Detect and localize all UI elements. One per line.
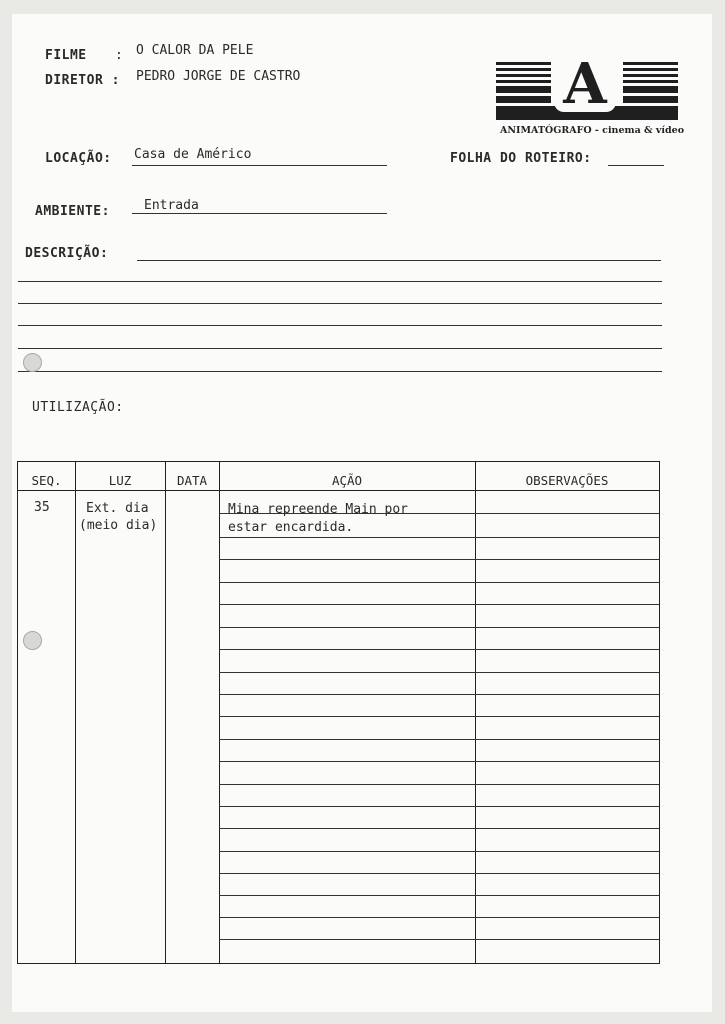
- table-row-rule: [219, 694, 659, 695]
- col-header-data: DATA: [176, 473, 208, 488]
- logo-letter: A: [563, 51, 607, 117]
- table-row-rule: [219, 895, 659, 896]
- film-separator: :: [115, 48, 124, 63]
- location-line: [132, 165, 387, 166]
- script-sheet-label: FOLHA DO ROTEIRO:: [450, 151, 592, 166]
- logo-caption: ANIMATÓGRAFO - cinema & vídeo: [500, 125, 685, 136]
- row-1-luz-line2: (meio dia): [79, 518, 158, 533]
- col-divider-2: [165, 462, 166, 963]
- row-1-luz-line1: Ext. dia: [86, 501, 149, 516]
- director-name: PEDRO JORGE DE CASTRO: [136, 69, 301, 84]
- description-label: DESCRIÇÃO:: [25, 246, 109, 261]
- table-row-rule: [219, 739, 659, 740]
- punch-hole-upper: [23, 353, 42, 372]
- table-row-rule: [219, 627, 659, 628]
- col-header-observacoes: OBSERVAÇÕES: [525, 473, 609, 488]
- director-label: DIRETOR :: [45, 73, 120, 88]
- table-row-rule: [219, 851, 659, 852]
- ambient-label: AMBIENTE:: [35, 204, 110, 219]
- usage-label: UTILIZAÇÃO:: [32, 400, 124, 415]
- col-divider-1: [75, 462, 76, 963]
- script-sheet-line: [608, 165, 664, 166]
- animatografo-logo: [496, 51, 678, 120]
- table-row-rule: [219, 828, 659, 829]
- col-header-acao: AÇÃO: [331, 473, 363, 488]
- table-row-rule: [219, 939, 659, 940]
- table-row-rule: [219, 873, 659, 874]
- scene-table: [17, 461, 660, 964]
- description-line-6: [18, 371, 662, 372]
- description-line-2: [18, 281, 662, 282]
- film-label: FILME: [45, 48, 87, 63]
- table-row-rule: [219, 582, 659, 583]
- table-row-rule: [219, 917, 659, 918]
- row-1-seq: 35: [34, 500, 50, 515]
- table-row-rule: [219, 649, 659, 650]
- location-label: LOCAÇÃO:: [45, 151, 112, 166]
- col-header-luz: LUZ: [108, 473, 132, 488]
- header-rule: [18, 490, 659, 491]
- film-title: O CALOR DA PELE: [136, 43, 254, 58]
- description-line-1: [137, 260, 661, 261]
- table-row-rule: [219, 604, 659, 605]
- row-1-acao-line2: estar encardida.: [228, 520, 354, 535]
- table-row-rule: [219, 806, 659, 807]
- table-row-rule: [219, 784, 659, 785]
- table-row-rule: [219, 672, 659, 673]
- ambient-value: Entrada: [144, 198, 199, 213]
- description-line-3: [18, 303, 662, 304]
- description-line-4: [18, 325, 662, 326]
- table-row-rule: [219, 537, 659, 538]
- table-row-rule: [219, 716, 659, 717]
- location-value: Casa de Américo: [134, 147, 252, 162]
- description-line-5: [18, 348, 662, 349]
- ambient-line: [132, 213, 387, 214]
- col-header-seq: SEQ.: [31, 473, 62, 488]
- table-row-rule: [219, 761, 659, 762]
- row-1-acao-line1: Mina repreende Main por: [228, 502, 409, 517]
- table-row-rule: [219, 559, 659, 560]
